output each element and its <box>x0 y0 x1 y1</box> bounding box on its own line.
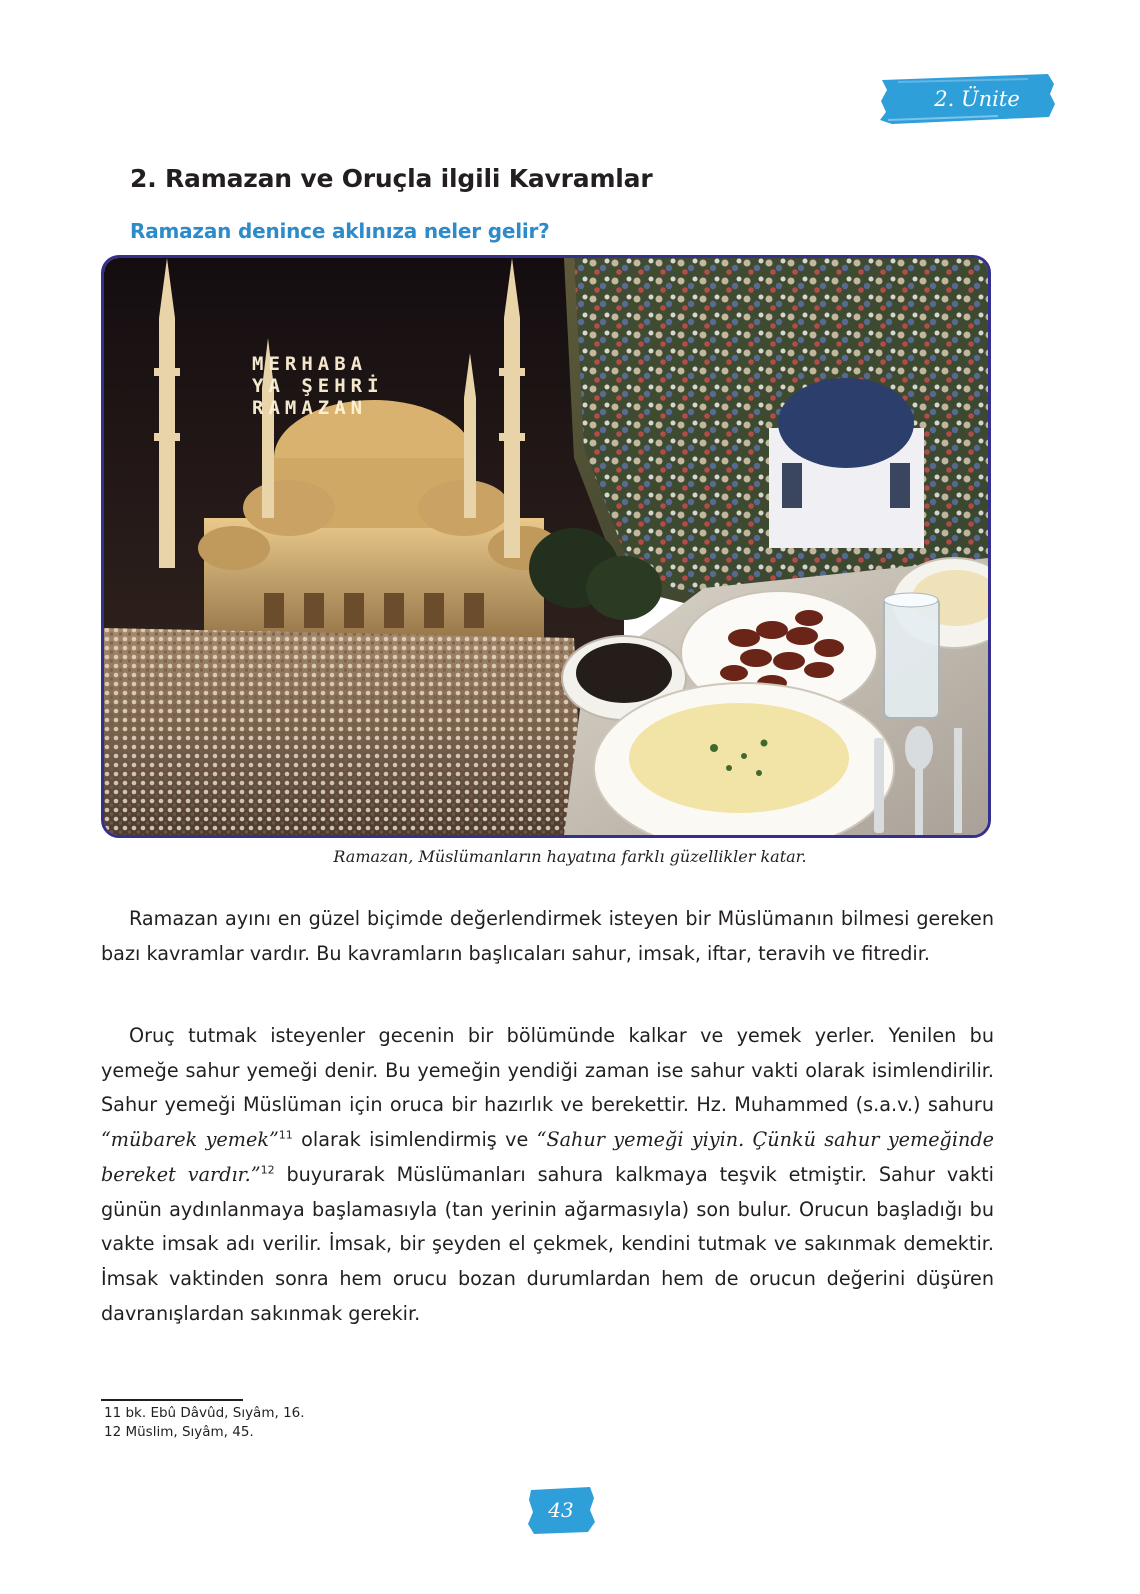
paragraph-2-text-b: olarak isimlendirmiş ve <box>292 1128 537 1152</box>
ramadan-photo-collage <box>101 255 991 838</box>
page-number-badge <box>526 1484 596 1536</box>
paragraph-1 <box>101 902 994 971</box>
paragraph-2-text-a: Oruç tutmak isteyenler gecenin bir bölümünde kalkar ve yemek yerler. Yenilen bu yemeğe sahur yemeği denir. Bu yemeğin yendiği zaman ise sahur vakti olarak isimlendirilir. Sahur yemeği Müslüman için oruca bir hazırlık ve berekettir. Hz. Muhammed (s.a.v.) sahuru <box>101 1024 994 1117</box>
unit-tab <box>878 70 1056 128</box>
footnote-12: 12 Müslim, Sıyâm, 45. <box>104 1424 254 1440</box>
paragraph-1-text: Ramazan ayını en güzel biçimde değerlendirmek isteyen bir Müslümanın bilmesi gereken bazı kavramlar vardır. Bu kavramların başlıcaları sahur, imsak, iftar, teravih ve fitredir. <box>101 907 994 965</box>
section-title: 2. Ramazan ve Oruçla ilgili Kavramlar <box>130 164 653 193</box>
unit-label: 2. Ünite <box>934 87 1020 111</box>
footnote-ref-11[interactable]: 11 <box>278 1128 293 1142</box>
section-question: Ramazan denince aklınıza neler gelir? <box>130 219 550 243</box>
mahya-line-1: MERHABA <box>252 353 368 375</box>
quote-sahur-hadith: “Sahur yemeği yiyin. Çünkü sahur yemeğinde bereket vardır.” <box>101 1128 994 1186</box>
page-number: 43 <box>548 1498 574 1522</box>
photo-caption: Ramazan, Müslümanların hayatına farklı güzellikler katar. <box>333 847 807 866</box>
paragraph-2 <box>101 1019 994 1331</box>
quote-mubarek-yemek: “mübarek yemek” <box>101 1128 279 1152</box>
collage-illustration <box>104 258 988 835</box>
mahya-line-2: YA ŞEHRİ <box>252 375 384 397</box>
footnote-divider <box>101 1399 243 1401</box>
paragraph-2-text-c: buyurarak Müslümanları sahura kalkmaya teşvik etmiştir. Sahur vakti günün aydınlanmaya başlamasıyla (tan yerinin ağarmasıyla) son bulur. Orucun başladığı bu vakte imsak adı verilir. İmsak, bir şeyden el çekmek, kendini tutmak ve sakınmak demektir. İmsak vaktinden sonra hem orucu bozan durumlardan hem de orucun değerini düşüren davranışlardan sakınmak gerekir. <box>101 1162 994 1325</box>
mahya-line-3: RAMAZAN <box>252 397 368 419</box>
footnote-ref-12[interactable]: 12 <box>260 1163 275 1177</box>
footnote-11: 11 bk. Ebû Dâvûd, Sıyâm, 16. <box>104 1405 305 1421</box>
